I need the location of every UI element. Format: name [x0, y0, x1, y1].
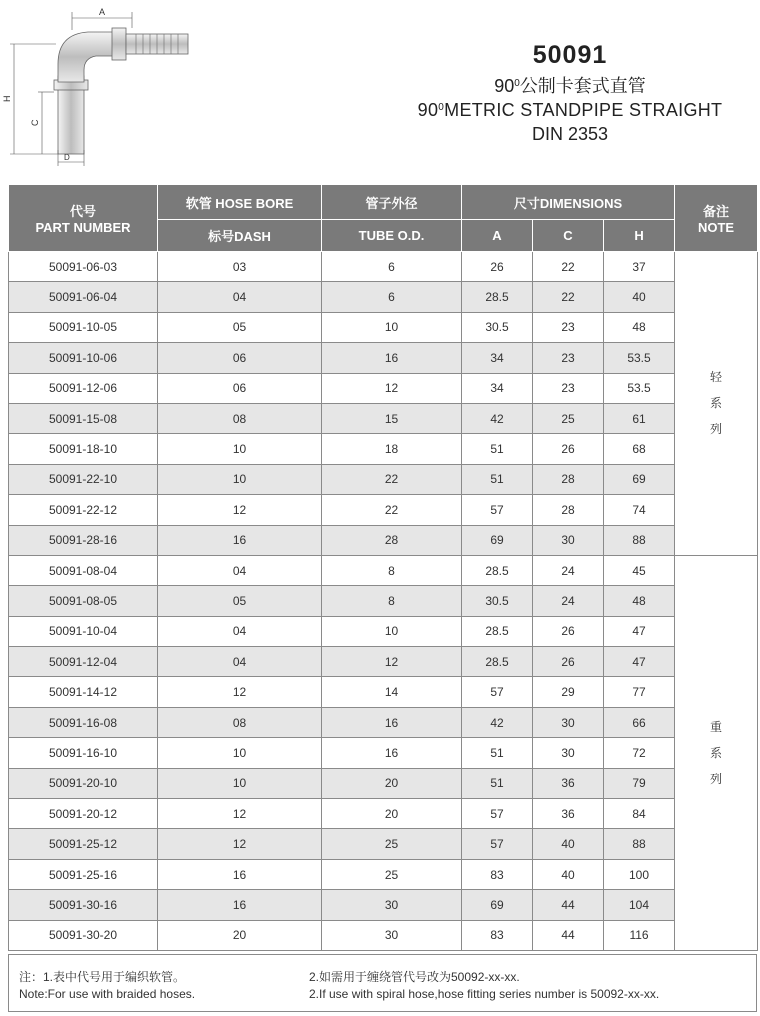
note-char: 系 [710, 745, 723, 760]
dim-c-label: C [30, 119, 40, 126]
cell-a: 26 [462, 252, 533, 282]
table-row [9, 555, 758, 585]
cell-c: 30 [533, 738, 604, 768]
cell-part: 50091-14-12 [9, 677, 158, 707]
cell-a: 69 [462, 890, 533, 920]
cell-dash: 03 [158, 252, 322, 282]
header-dimensions: 尺寸DIMENSIONS [462, 185, 675, 220]
cell-a: 83 [462, 859, 533, 889]
note2-en: 2.If use with spiral hose,hose fitting series number is 50092-xx-xx. [309, 987, 660, 1001]
cell-a: 28.5 [462, 647, 533, 677]
cell-dash: 12 [158, 799, 322, 829]
table-row [9, 312, 758, 342]
cell-c: 22 [533, 252, 604, 282]
cell-h: 53.5 [604, 343, 675, 373]
cell-c: 23 [533, 312, 604, 342]
cell-h: 68 [604, 434, 675, 464]
cell-h: 84 [604, 799, 675, 829]
cell-part: 50091-30-20 [9, 920, 158, 950]
cell-c: 44 [533, 920, 604, 950]
cell-c: 23 [533, 373, 604, 403]
cell-tube: 8 [322, 555, 462, 585]
cell-h: 53.5 [604, 373, 675, 403]
cell-c: 25 [533, 403, 604, 433]
cell-c: 22 [533, 282, 604, 312]
cell-dash: 10 [158, 434, 322, 464]
cell-tube: 6 [322, 252, 462, 282]
cell-dash: 08 [158, 403, 322, 433]
cell-part: 50091-12-06 [9, 373, 158, 403]
cell-c: 30 [533, 707, 604, 737]
cell-h: 104 [604, 890, 675, 920]
cell-a: 30.5 [462, 586, 533, 616]
cell-tube: 6 [322, 282, 462, 312]
fitting-drawing [2, 4, 216, 174]
table-row [9, 434, 758, 464]
title-block [380, 40, 760, 146]
dim-a-label: A [98, 7, 106, 17]
cell-part: 50091-20-12 [9, 799, 158, 829]
cell-h: 45 [604, 555, 675, 585]
cell-part: 50091-10-04 [9, 616, 158, 646]
spec-table [8, 184, 758, 951]
cell-tube: 16 [322, 707, 462, 737]
cell-a: 34 [462, 343, 533, 373]
cell-h: 48 [604, 312, 675, 342]
note1-en: Note:For use with braided hoses. [19, 987, 196, 1001]
cell-tube: 14 [322, 677, 462, 707]
cell-part: 50091-16-08 [9, 707, 158, 737]
cell-a: 28.5 [462, 282, 533, 312]
cell-c: 26 [533, 434, 604, 464]
cell-dash: 20 [158, 920, 322, 950]
header-dash: 标号DASH [158, 220, 322, 252]
cell-a: 28.5 [462, 616, 533, 646]
cell-h: 48 [604, 586, 675, 616]
cell-part: 50091-12-04 [9, 647, 158, 677]
note-char: 列 [710, 771, 723, 786]
cell-h: 100 [604, 859, 675, 889]
table-row [9, 829, 758, 859]
cell-h: 40 [604, 282, 675, 312]
cell-c: 28 [533, 464, 604, 494]
table-row [9, 768, 758, 798]
cell-tube: 15 [322, 403, 462, 433]
note1-cn: 注：1.表中代号用于编织软管。 [19, 970, 186, 984]
table-row [9, 525, 758, 555]
cell-dash: 05 [158, 586, 322, 616]
cell-tube: 25 [322, 829, 462, 859]
cell-dash: 08 [158, 707, 322, 737]
cell-dash: 06 [158, 373, 322, 403]
cell-h: 61 [604, 403, 675, 433]
cell-a: 51 [462, 464, 533, 494]
note-light-series [675, 252, 758, 556]
cell-tube: 20 [322, 799, 462, 829]
table-row [9, 677, 758, 707]
footer-notes [8, 954, 757, 1012]
cell-a: 42 [462, 707, 533, 737]
cell-tube: 10 [322, 616, 462, 646]
header-note: 备注 NOTE [675, 185, 758, 252]
cell-c: 26 [533, 616, 604, 646]
cell-tube: 22 [322, 495, 462, 525]
cell-a: 57 [462, 495, 533, 525]
cell-h: 116 [604, 920, 675, 950]
cell-tube: 16 [322, 738, 462, 768]
cell-tube: 12 [322, 373, 462, 403]
cell-tube: 10 [322, 312, 462, 342]
part-code-title: 50091 [532, 41, 608, 69]
table-row [9, 738, 758, 768]
table-row [9, 616, 758, 646]
cell-a: 30.5 [462, 312, 533, 342]
note-heavy-series [675, 555, 758, 950]
cell-part: 50091-15-08 [9, 403, 158, 433]
cell-tube: 20 [322, 768, 462, 798]
cell-part: 50091-25-12 [9, 829, 158, 859]
cell-dash: 06 [158, 343, 322, 373]
cell-a: 57 [462, 677, 533, 707]
note2-cn: 2.如需用于缠绕管代号改为50092-xx-xx. [309, 970, 520, 984]
cell-tube: 28 [322, 525, 462, 555]
cell-h: 77 [604, 677, 675, 707]
cell-h: 37 [604, 252, 675, 282]
cell-c: 36 [533, 768, 604, 798]
cell-a: 83 [462, 920, 533, 950]
cell-h: 47 [604, 647, 675, 677]
cell-c: 28 [533, 495, 604, 525]
cell-a: 34 [462, 373, 533, 403]
table-row [9, 707, 758, 737]
cell-a: 51 [462, 434, 533, 464]
header-tube-cn: 管子外径 [322, 185, 462, 220]
cell-tube: 22 [322, 464, 462, 494]
cell-c: 44 [533, 890, 604, 920]
cell-part: 50091-25-16 [9, 859, 158, 889]
cell-dash: 12 [158, 829, 322, 859]
table-row [9, 799, 758, 829]
table-row [9, 282, 758, 312]
elbow-bend [58, 32, 116, 82]
cell-dash: 05 [158, 312, 322, 342]
note-char: 轻 [710, 370, 723, 385]
title-en: $90^0METRIC$ STANDPIPE STRAIGHT [417, 100, 723, 120]
table-row [9, 464, 758, 494]
cell-part: 50091-22-10 [9, 464, 158, 494]
cell-dash: 16 [158, 525, 322, 555]
cell-h: 79 [604, 768, 675, 798]
table-row [9, 403, 758, 433]
cell-dash: 04 [158, 647, 322, 677]
cell-dash: 10 [158, 464, 322, 494]
table-row [9, 495, 758, 525]
ferrule-collar [112, 28, 126, 60]
cell-a: 28.5 [462, 555, 533, 585]
cell-a: 69 [462, 525, 533, 555]
cell-h: 72 [604, 738, 675, 768]
header-hose-bore: 软管 HOSE BORE [158, 185, 322, 220]
cell-h: 69 [604, 464, 675, 494]
cell-a: 51 [462, 738, 533, 768]
table-row [9, 343, 758, 373]
header-c: C [533, 220, 604, 252]
cell-dash: 04 [158, 282, 322, 312]
table-row [9, 859, 758, 889]
cell-part: 50091-18-10 [9, 434, 158, 464]
header-h: H [604, 220, 675, 252]
cell-part: 50091-30-16 [9, 890, 158, 920]
cell-part: 50091-10-06 [9, 343, 158, 373]
cell-tube: 8 [322, 586, 462, 616]
cell-c: 24 [533, 586, 604, 616]
cell-c: 40 [533, 829, 604, 859]
title-cn: $90^0$公制卡套式直管 [494, 76, 646, 96]
cell-c: 23 [533, 343, 604, 373]
cell-dash: 10 [158, 738, 322, 768]
cell-tube: 25 [322, 859, 462, 889]
cell-part: 50091-20-10 [9, 768, 158, 798]
cell-h: 66 [604, 707, 675, 737]
cell-part: 50091-16-10 [9, 738, 158, 768]
cell-a: 42 [462, 403, 533, 433]
header-part-number: 代号 PART NUMBER [9, 185, 158, 252]
cell-c: 24 [533, 555, 604, 585]
cell-tube: 16 [322, 343, 462, 373]
cell-part: 50091-08-04 [9, 555, 158, 585]
cell-part: 50091-06-03 [9, 252, 158, 282]
cell-tube: 18 [322, 434, 462, 464]
cell-dash: 12 [158, 495, 322, 525]
cell-a: 57 [462, 829, 533, 859]
note-char: 重 [710, 719, 723, 734]
header-tube-od: TUBE O.D. [322, 220, 462, 252]
cell-dash: 12 [158, 677, 322, 707]
note-char: 系 [710, 396, 723, 411]
cell-h: 88 [604, 829, 675, 859]
dim-d-label: D [64, 153, 70, 162]
cell-h: 88 [604, 525, 675, 555]
cell-part: 50091-22-12 [9, 495, 158, 525]
table-row [9, 252, 758, 282]
table-row [9, 920, 758, 950]
title-standard: DIN 2353 [531, 124, 609, 144]
cell-tube: 12 [322, 647, 462, 677]
cell-tube: 30 [322, 890, 462, 920]
cell-c: 30 [533, 525, 604, 555]
cell-h: 47 [604, 616, 675, 646]
header-a: A [462, 220, 533, 252]
cell-dash: 04 [158, 616, 322, 646]
cell-a: 57 [462, 799, 533, 829]
cell-dash: 16 [158, 859, 322, 889]
cell-h: 74 [604, 495, 675, 525]
table-row [9, 373, 758, 403]
cell-c: 36 [533, 799, 604, 829]
cell-dash: 04 [158, 555, 322, 585]
cell-a: 51 [462, 768, 533, 798]
cell-c: 26 [533, 647, 604, 677]
table-row [9, 647, 758, 677]
cell-c: 40 [533, 859, 604, 889]
table-row [9, 890, 758, 920]
cell-part: 50091-08-05 [9, 586, 158, 616]
dim-h-label: H [2, 95, 12, 102]
cell-c: 29 [533, 677, 604, 707]
cell-dash: 10 [158, 768, 322, 798]
cell-dash: 16 [158, 890, 322, 920]
table-row [9, 586, 758, 616]
cell-part: 50091-28-16 [9, 525, 158, 555]
note-char: 列 [710, 422, 723, 437]
cell-part: 50091-10-05 [9, 312, 158, 342]
cell-tube: 30 [322, 920, 462, 950]
cell-part: 50091-06-04 [9, 282, 158, 312]
